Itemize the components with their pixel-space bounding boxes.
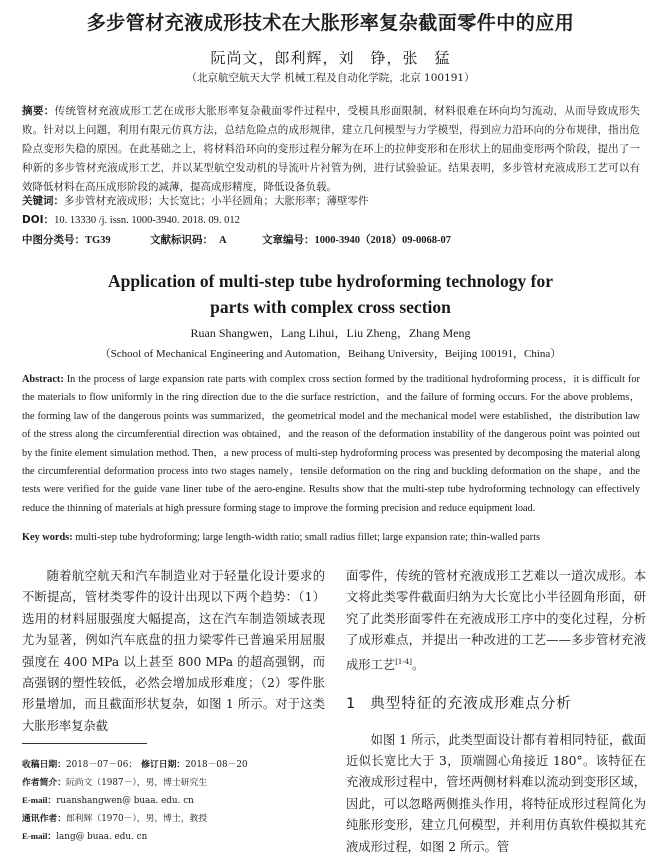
keywords-cn-text: 多步管材充液成形；大长宽比；小半径圆角；大胀形率；薄壁零件: [64, 195, 369, 207]
email-label: E-mail：: [22, 831, 57, 841]
document-code: [150, 232, 227, 247]
sentence-end: 。: [411, 657, 425, 672]
footnote-author: [22, 775, 325, 793]
doccode-label: 文献标识码：: [150, 234, 213, 246]
revised-label: 修订日期：: [141, 760, 186, 770]
clc-number: [22, 232, 111, 247]
footnote-divider: [22, 743, 147, 744]
author-label: 作者简介：: [22, 777, 66, 788]
article-no-label: 文章编号：: [262, 234, 315, 246]
section-number: 1: [346, 696, 357, 713]
body-right-column: [346, 566, 646, 858]
abstract-en: [22, 371, 640, 518]
footnote-corresponding: [22, 811, 325, 829]
keywords-en-text: multi-step tube hydroforming; large length-width ratio; small radius fillet; large expansion rate; thin-walled parts: [75, 532, 541, 543]
corresponding-info: 郎利辉（1970－），男，博士，教授: [66, 813, 208, 824]
authors-en: Ruan Shangwen，Lang Lihui，Liu Zheng，Zhang Meng: [190, 326, 471, 340]
affiliation-en: （School of Mechanical Engineering and Automation，Beihang University，Beijing 100191，China）: [99, 348, 562, 360]
footnote-dates: [22, 757, 325, 775]
body-paragraph: 随着航空航天和汽车制造业对于轻量化设计要求的不断提高，管材类零件的设计出现以下两个趋势：（1）选用的材料屈服强度大幅提高，这在汽车制造领域表现尤为显著，例如汽车底盘的扭力梁零件已普遍采用屈服强度在 400 MPa 以上甚至 800 MPa 的超高强钢，而高强钢的塑性较低，必然会增加成形难度；（2）零件胀形量增加，而且截面形状复杂，如图 1 所示。对于这类大胀形率复杂截: [22, 569, 325, 733]
paper-title-cn: 多步管材充液成形技术在大胀形率复杂截面零件中的应用: [86, 12, 575, 34]
abstract-cn-label: 摘要：: [22, 105, 55, 117]
keywords-cn-label: 关键词：: [22, 195, 64, 207]
corresponding-label: 通讯作者：: [22, 813, 66, 824]
title-en-line-1: Application of multi-step tube hydroforming technology for: [108, 271, 553, 291]
section-heading: [346, 694, 646, 715]
body-paragraph: 如图 1 所示，此类型面设计都有着相同特征，截面近似长宽比大于 3，顶端圆心角接近 180°。该特征在充液成形过程中，管坯两侧材料难以流动到变形区域，因此，可以忽略两侧推头作用，将特征成形过程简化为纯胀形变形，建立几何模型，并利用仿真软件模拟其充液成形过程，如图 2 所示。管: [346, 732, 646, 854]
doi-line: [22, 212, 640, 227]
abstract-en-label: Abstract:: [22, 374, 64, 385]
abstract-cn-text: 传统管材充液成形工艺在成形大胀形率复杂截面零件过程中，受模具形面限制，材料很难在环向均匀流动，从而导致成形失败。针对以上问题，利用有限元仿真方法，总结危险点的成形规律，建立几何模型与力学模型，得到应力沿环向的分布规律，指出危险点变形失稳的原因。在此基础之上，将材料沿环向的变形过程分解为在环上的拉伸变形和在形状上的屈曲变形两个阶段，提出了一种新的多步管材充液成形工艺，并以某型航空发动机的导流叶片衬管为例，进行试验验证。结果表明，多步管材充液成形工艺可以有效降低材料在高压成形阶段的减薄，提高成形精度，降低设备负载。: [22, 105, 640, 193]
title-en-line-2: parts with complex cross section: [210, 297, 451, 317]
clc-value: TG39: [85, 235, 111, 246]
footnote-block: [22, 757, 325, 847]
article-no-value: 1000-3940（2018）09-0068-07: [314, 235, 451, 246]
footnote-email-1: [22, 792, 325, 811]
clc-label: 中图分类号：: [22, 234, 85, 246]
email-address: ruanshangwen@ buaa. edu. cn: [56, 796, 194, 806]
keywords-en: [22, 532, 640, 543]
received-label: 收稿日期：: [22, 760, 66, 770]
doi-label: DOI：: [22, 214, 55, 226]
keywords-en-label: Key words:: [22, 532, 73, 543]
abstract-cn: [22, 102, 640, 197]
citation-ref: [1-4]: [395, 657, 412, 666]
email-label: E-mail：: [22, 795, 57, 805]
email-address: lang@ buaa. edu. cn: [56, 832, 148, 842]
author-info: 阮尚文（1987－），男，博士研究生: [66, 777, 208, 788]
revised-date: 2018－08－20: [185, 760, 248, 770]
doccode-value: A: [219, 235, 227, 246]
affiliation-cn: （北京航空航天大学 机械工程及自动化学院，北京 100191）: [186, 72, 475, 84]
body-paragraph-continued: [346, 566, 646, 676]
received-date: 2018－07－06；: [66, 760, 138, 770]
doi-text: 10. 13330 /j. issn. 1000-3940. 2018. 09. 012: [54, 215, 240, 226]
authors-cn: 阮尚文，郎利辉，刘 铮，张 猛: [210, 49, 451, 67]
body-left-column: [22, 566, 325, 737]
paper-title-en: [0, 268, 661, 320]
keywords-cn: [22, 193, 640, 208]
body-text: 面零件，传统的管材充液成形工艺难以一道次成形。本文将此类零件截面归纳为大长宽比小半径圆角形面，研究了此类形面零件在充液成形工序中的变化过程，分析了成形难点，并提出一种改进的工艺——多步管材充液成形工艺: [346, 569, 646, 672]
footnote-email-2: [22, 828, 325, 847]
abstract-en-text: In the process of large expansion rate parts with complex cross section formed by the traditional hydroforming process，it is difficult for the materials to flow uniformly in the ring direction due to the die surface restriction，and the failure of forming occurs. For the above problems，the forming law of the dangerous points was summarized，the geometrical model and the mechanical model were established，the distribution law of the stress along the circumferential direction was obtained，and the reason of the deformation instability of the dangerous point was pointed out by the finite element simulation method. Then，a new process of multi-step hydroforming process was presented by decomposing the material along the circumferential deformation process into two stages namely，tensile deformation on the ring and buckling deformation on the shape，and the tests were verified for the guide vane liner tube of the aero-engine. Results show that the multi-step tube hydroforming technology can effectively reduce the thinning of materials at high pressure forming stage to improve the forming precision and reduce equipment load.: [22, 374, 640, 514]
section-title: 典型特征的充液成形难点分析: [370, 696, 572, 713]
article-number: [262, 232, 451, 247]
